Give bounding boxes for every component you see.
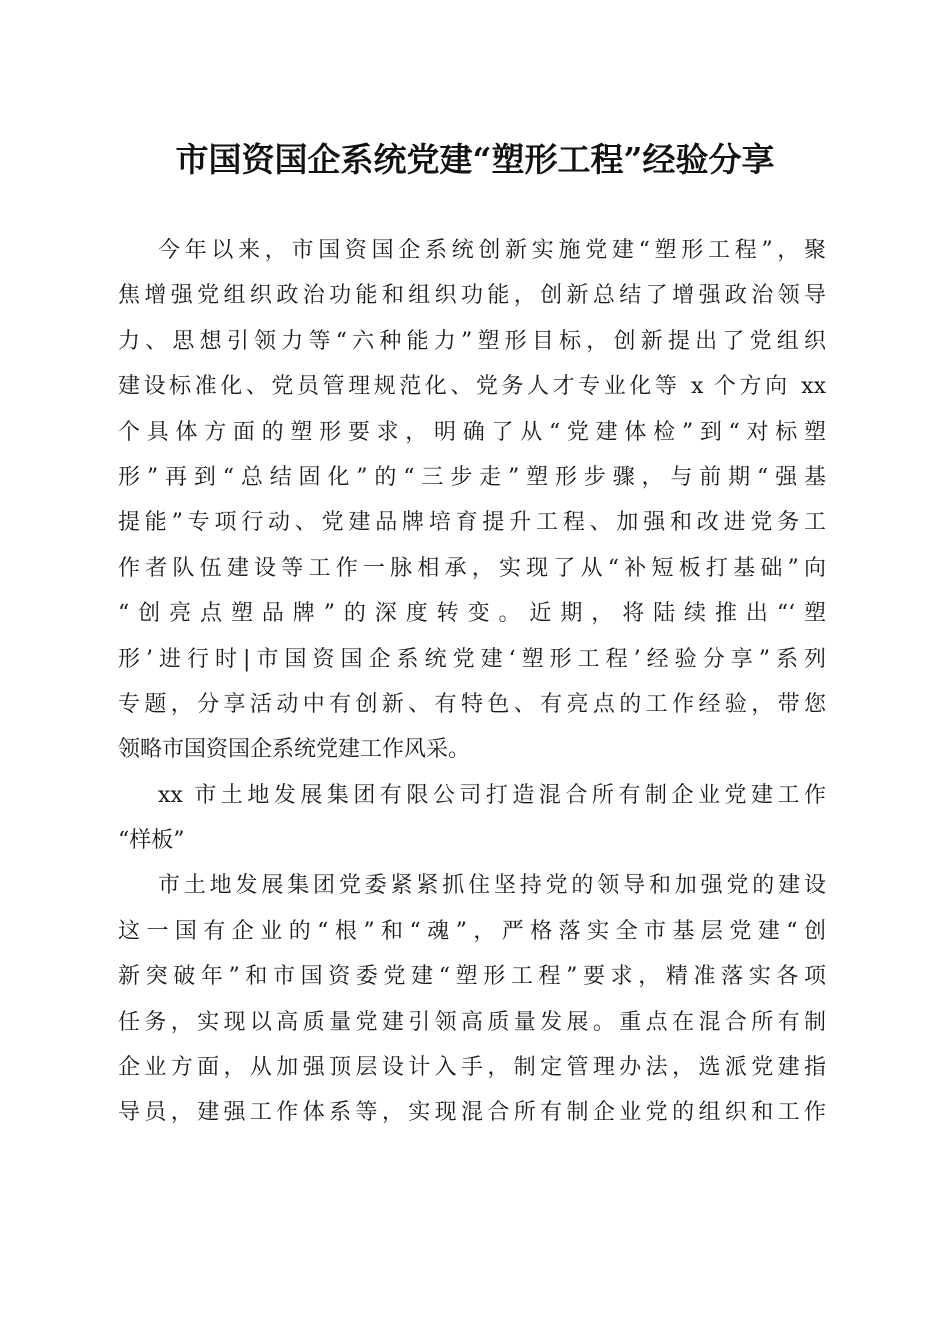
section-heading-line: “样板” <box>118 828 185 854</box>
paragraph-3-line: 这一国有企业的“根”和“魂”，严格落实全市基层党建“创 <box>118 918 826 944</box>
paragraph-3-line: 企业方面，从加强顶层设计入手，制定管理办法，选派党建指 <box>118 1055 826 1081</box>
paragraph-1-line: 形’进行时|市国资国企系统党建‘塑形工程’经验分享”系列 <box>118 646 826 672</box>
paragraph-3-line: 导员，建强工作体系等，实现混合所有制企业党的组织和工作 <box>118 1100 826 1126</box>
section-heading-line: xx 市土地发展集团有限公司打造混合所有制企业党建工作 <box>158 782 826 808</box>
paragraph-1-line: 形”再到“总结固化”的“三步走”塑形步骤，与前期“强基 <box>118 464 826 490</box>
document-body <box>118 228 826 1136</box>
paragraph-1-line: 焦增强党组织政治功能和组织功能，创新总结了增强政治领导 <box>118 283 826 309</box>
paragraph-1-line: 建设标准化、党员管理规范化、党务人才专业化等 x 个方向 xx <box>118 374 826 400</box>
paragraph-1-line: 个具体方面的塑形要求，明确了从“党建体检”到“对标塑 <box>118 419 826 445</box>
paragraph-3-line: 任务，实现以高质量党建引领高质量发展。重点在混合所有制 <box>118 1009 826 1035</box>
paragraph-1-line: 专题，分享活动中有创新、有特色、有亮点的工作经验，带您 <box>118 691 826 717</box>
paragraph-1-line: 领略市国资国企系统党建工作风采。 <box>118 737 471 763</box>
paragraph-1-line: 提能”专项行动、党建品牌培育提升工程、加强和改进党务工 <box>118 510 826 536</box>
paragraph-1-line: “创亮点塑品牌”的深度转变。近期，将陆续推出“‘塑 <box>118 601 826 627</box>
paragraph-1-line: 作者队伍建设等工作一脉相承，实现了从“补短板打基础”向 <box>118 555 826 581</box>
paragraph-3-line: 市土地发展集团党委紧紧抓住坚持党的领导和加强党的建设 <box>158 873 826 899</box>
paragraph-1-line: 力、思想引领力等“六种能力”塑形目标，创新提出了党组织 <box>118 328 826 354</box>
paragraph-3-line: 新突破年”和市国资委党建“塑形工程”要求，精准落实各项 <box>118 964 826 990</box>
page-title: 市国资国企系统党建“塑形工程”经验分享 <box>175 140 775 179</box>
paragraph-1-line: 今年以来，市国资国企系统创新实施党建“塑形工程”，聚 <box>158 238 826 263</box>
